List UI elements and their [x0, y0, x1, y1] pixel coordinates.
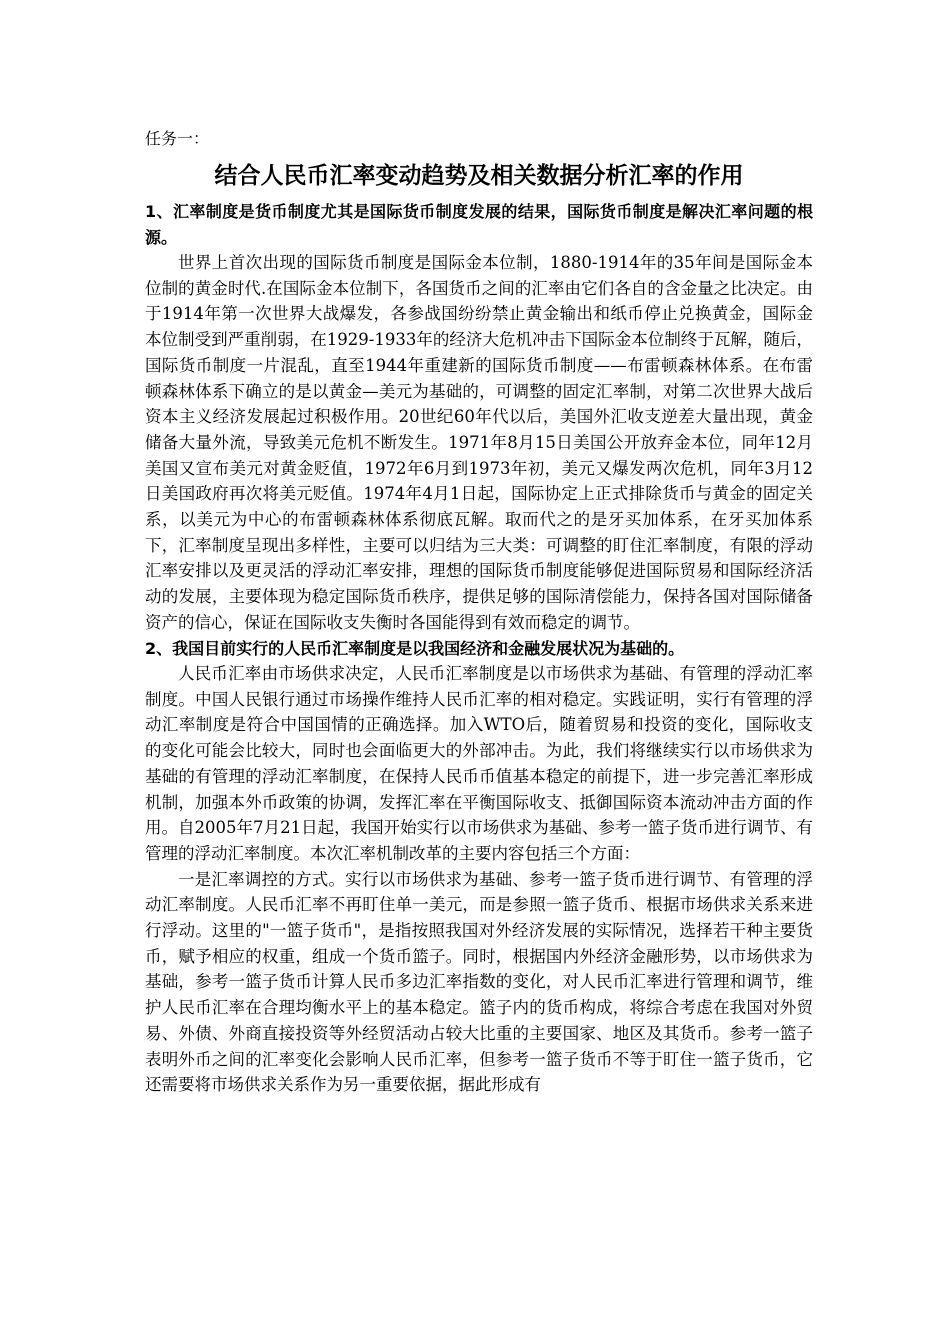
task-label: 任务一：: [145, 129, 210, 148]
section-heading-2: 2、我国目前实行的人民币汇率制度是以我国经济和金融发展状况为基础的。: [145, 638, 685, 658]
paragraph-exchange-rate-control: 一是汇率调控的方式。实行以市场供求为基础、参考一篮子货币进行调节、有管理的浮动汇率制度。人民币汇率不再盯住单一美元，而是参照一篮子货币、根据市场供求关系来进行浮动。这里的"一篮子货币"，是指按照我国对外经济发展的实际情况，选择若干种主要货币，赋予相应的权重，组成一个货币篮子。同时，根据国内外经济金融形势，以市场供求为基础，参考一篮子货币计算人民币多边汇率指数的变化，对人民币汇率进行管理和调节，维护人民币汇率在合理均衡水平上的基本稳定。篮子内的货币构成，将综合考虑在我国对外贸易、外债、外商直接投资等外经贸活动占较大比重的主要国家、地区及其货币。参考一篮子表明外币之间的汇率变化会影响人民币汇率，但参考一篮子货币不等于盯住一篮子货币，它还需要将市场供求关系作为另一重要依据，据此形成有: [145, 869, 813, 1095]
document-title: 结合人民币汇率变动趋势及相关数据分析汇率的作用: [214, 163, 744, 189]
section-heading-1: 1、汇率制度是货币制度尤其是国际货币制度发展的结果，国际货币制度是解决汇率问题的根源。: [145, 202, 813, 247]
paragraph-gold-standard-history: 世界上首次出现的国际货币制度是国际金本位制，1880-1914年的35年间是国际金本位制的黄金时代.在国际金本位制下，各国货币之间的汇率由它们各自的含金量之比决定。由于1914年第一次世界大战爆发，各参战国纷纷禁止黄金输出和纸币停止兑换黄金，国际金本位制受到严重削弱，在1929-1933年的经济大危机冲击下国际金本位制终于瓦解，随后，国际货币制度一片混乱，直至1944年重建新的国际货币制度——布雷顿森林体系。在布雷顿森林体系下确立的是以黄金—美元为基础的，可调整的固定汇率制，对第二次世界大战后资本主义经济发展起过积极作用。20世纪60年代以后，美国外汇收支逆差大量出现，黄金储备大量外流，导致美元危机不断发生。1971年8月15日美国公开放弃金本位，同年12月美国又宣布美元对黄金贬值，1972年6月到1973年初，美元又爆发两次危机，同年3月12日美国政府再次将美元贬值。1974年4月1日起，国际协定上正式排除货币与黄金的固定关系，以美元为中心的布雷顿森林体系彻底瓦解。取而代之的是牙买加体系，在牙买加体系下，汇率制度呈现出多样性，主要可以归结为三大类：可调整的盯住汇率制度，有限的浮动汇率安排以及更灵活的浮动汇率安排，理想的国际货币制度能够促进国际贸易和国际经济活动的发展，主要体现为稳定国际货币秩序，提供足够的国际清偿能力，保持各国对国际储备资产的信心，保证在国际收支失衡时各国能得到有效而稳定的调节。: [145, 253, 813, 632]
document-page: [145, 126, 813, 1098]
paragraph-rmb-exchange-system: 人民币汇率由市场供求决定，人民币汇率制度是以市场供求为基础、有管理的浮动汇率制度。中国人民银行通过市场操作维持人民币汇率的相对稳定。实践证明，实行有管理的浮动汇率制度是符合中国国情的正确选择。加入WTO后，随着贸易和投资的变化，国际收支的变化可能会比较大，同时也会面临更大的外部冲击。为此，我们将继续实行以市场供求为基础的有管理的浮动汇率制度，在保持人民币币值基本稳定的前提下，进一步完善汇率形成机制，加强本外币政策的协调，发挥汇率在平衡国际收支、抵御国际资本流动冲击方面的作用。自2005年7月21日起，我国开始实行以市场供求为基础、参考一篮子货币进行调节、有管理的浮动汇率制度。本次汇率机制改革的主要内容包括三个方面：: [145, 664, 813, 863]
